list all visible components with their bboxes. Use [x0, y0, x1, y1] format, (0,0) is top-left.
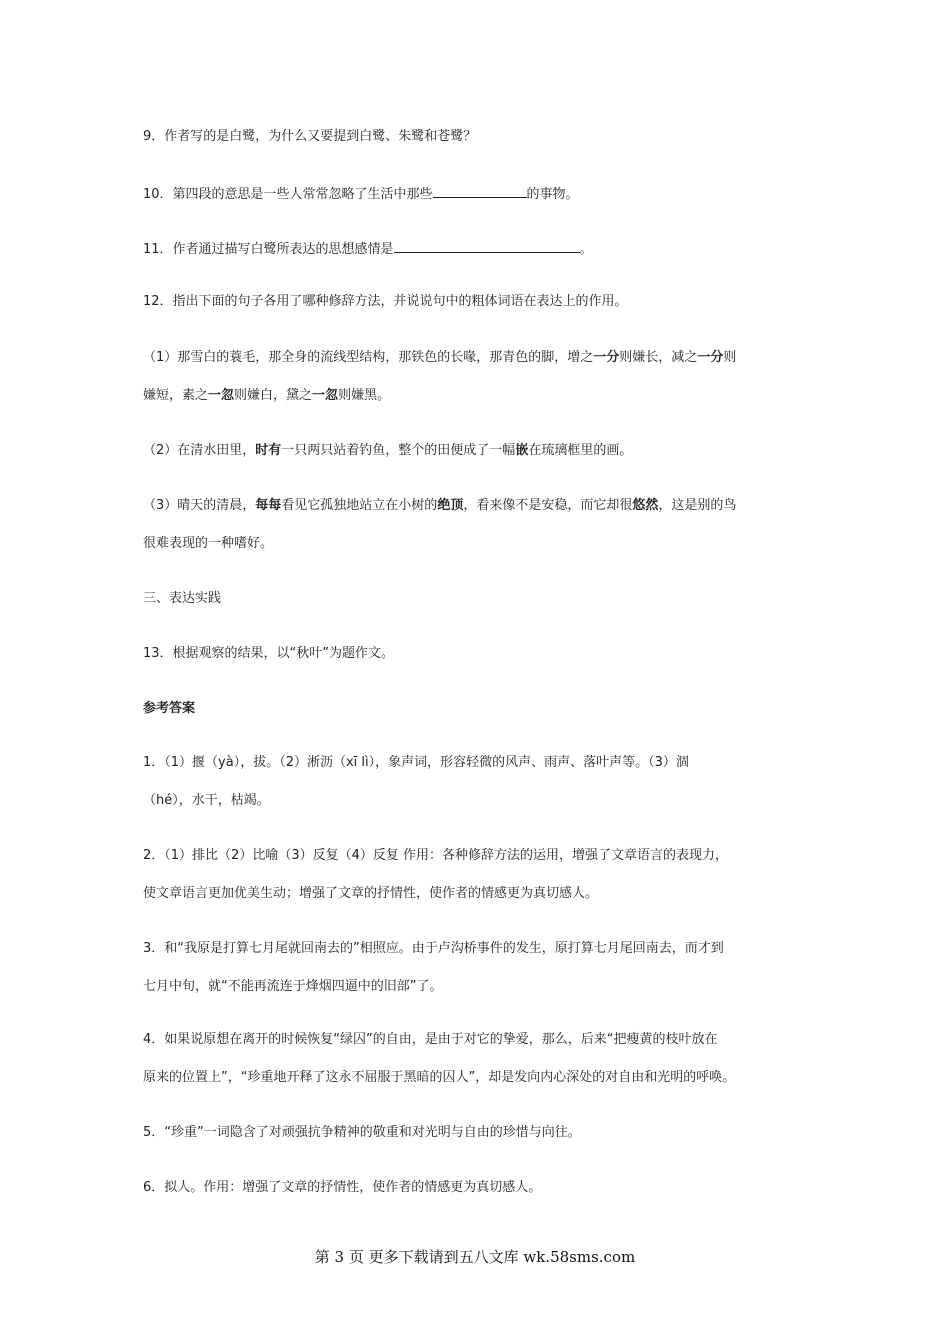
answer-1-line-1: 1．（1）揠（yà），拔。（2）淅沥（xī lì），象声词，形容轻微的风声、雨声、落叶声等。（3）涸	[143, 755, 689, 770]
sentence-text: 则嫌长，减之	[619, 350, 698, 365]
sentence-text: 看见它孤独地站立在小树的	[281, 498, 438, 513]
question-12-1-line-1	[143, 349, 736, 367]
sentence-text: 在琉璃框里的画。	[528, 443, 633, 458]
question-11-text: 11．作者通过描写白鹭所表达的思想感情是	[143, 242, 394, 257]
bold-word: 一忽	[208, 388, 235, 403]
bold-word: 嵌	[515, 443, 529, 458]
bold-word: 一分	[697, 350, 724, 365]
sentence-text: ，这是别的鸟	[658, 498, 737, 513]
question-12-1-line-2	[143, 387, 390, 405]
question-10	[143, 183, 579, 204]
sentence-text: 则	[723, 350, 737, 365]
sentence-text: （3）晴天的清晨，	[143, 498, 256, 513]
sentence-text: 则嫌黑。	[338, 388, 391, 403]
bold-word: 悠然	[632, 498, 659, 513]
question-12-3-line-2: 很难表现的一种嗜好。	[143, 536, 274, 551]
sentence-text: 嫌短，素之	[143, 388, 209, 403]
answer-4-line-1: 4．如果说原想在离开的时候恢复“绿囚”的自由，是由于对它的挚爱，那么，后来“把瘦黄的枝叶放在	[143, 1032, 718, 1047]
question-12-3-line-1	[143, 497, 736, 515]
question-10-text: 10．第四段的意思是一些人常常忽略了生活中那些	[143, 187, 433, 202]
sentence-text: （1）那雪白的蓑毛，那全身的流线型结构，那铁色的长喙，那青色的脚，增之	[143, 350, 594, 365]
question-12-2	[143, 442, 632, 460]
answer-4-line-2: 原来的位置上”，“珍重地开释了这永不屈服于黑暗的囚人”，却是发向内心深处的对自由和光明的呼唤。	[143, 1070, 736, 1085]
question-11	[143, 238, 593, 259]
question-12: 12．指出下面的句子各用了哪种修辞方法，并说说句中的粗体词语在表达上的作用。	[143, 294, 628, 309]
sentence-text: ，看来像不是安稳，而它却很	[463, 498, 633, 513]
answer-2-line-2: 使文章语言更加优美生动；增强了文章的抒情性，使作者的情感更为真切感人。	[143, 886, 599, 901]
bold-word: 一忽	[312, 388, 339, 403]
bold-word: 时有	[255, 443, 282, 458]
answer-1-line-2: （hé），水干，枯竭。	[143, 793, 270, 808]
answer-blank-11[interactable]	[394, 238, 580, 253]
sentence-text: 一只两只站着钓鱼，整个的田便成了一幅	[281, 443, 516, 458]
question-13: 13．根据观察的结果，以“秋叶”为题作文。	[143, 646, 395, 661]
bold-word: 每每	[255, 498, 282, 513]
answers-heading: 参考答案	[143, 701, 196, 716]
answer-2-line-1: 2．（1）排比（2）比喻（3）反复（4）反复 作用：各种修辞方法的运用，增强了文章语言的表现力，	[143, 848, 728, 863]
sentence-text: （2）在清水田里，	[143, 443, 256, 458]
question-9: 9．作者写的是白鹭，为什么又要提到白鹭、朱鹭和苍鹭？	[143, 129, 477, 144]
answer-6: 6．拟人。作用：增强了文章的抒情性，使作者的情感更为真切感人。	[143, 1180, 542, 1195]
bold-word: 绝顶	[437, 498, 464, 513]
answer-5: 5．“珍重”一词隐含了对顽强抗争精神的敬重和对光明与自由的珍惜与向往。	[143, 1125, 581, 1140]
question-11-suffix: 。	[579, 242, 593, 257]
answer-blank-10[interactable]	[433, 183, 527, 198]
bold-word: 一分	[593, 350, 620, 365]
section-title: 三、表达实践	[143, 591, 222, 606]
answer-3-line-2: 七月中旬，就“不能再流连于烽烟四逼中的旧部”了。	[143, 979, 443, 994]
question-10-suffix: 的事物。	[526, 187, 579, 202]
answer-3-line-1: 3．和“我原是打算七月尾就回南去的”相照应。由于卢沟桥事件的发生，原打算七月尾回南去，而才到	[143, 941, 724, 956]
sentence-text: 则嫌白，黛之	[234, 388, 313, 403]
page-footer: 第 3 页 更多下载请到五八文库 wk.58sms.com	[314, 1248, 636, 1266]
